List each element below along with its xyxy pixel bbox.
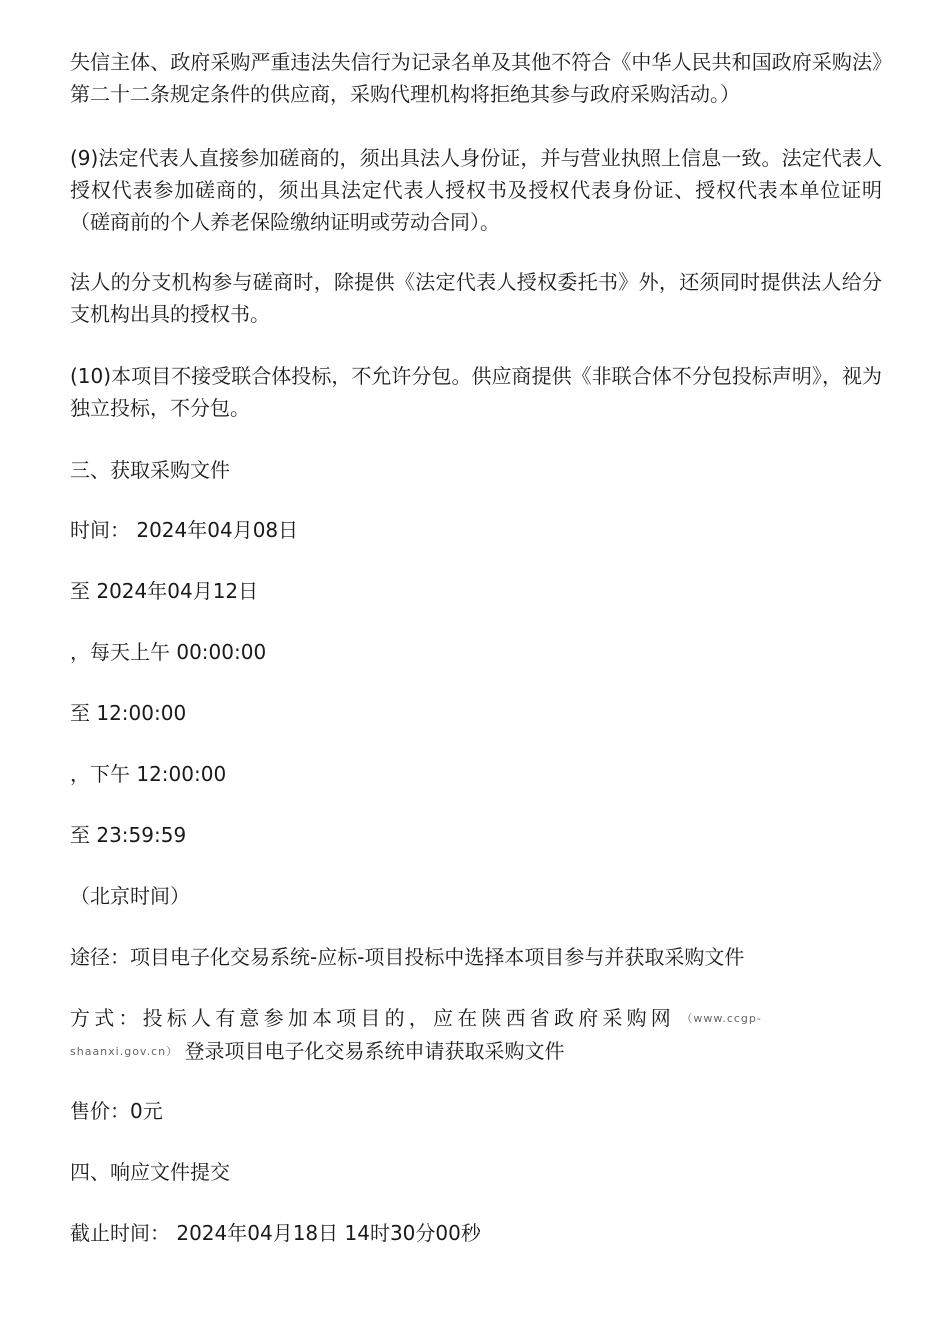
method-url-part-a: （www.ccgp- [681, 1012, 762, 1025]
method-url-part-b: shaanxi.gov.cn） [70, 1045, 179, 1058]
paragraph-no-consortium: (10)本项目不接受联合体投标，不允许分包。供应商提供《非联合体不分包投标声明》，视为独立投标，不分包。 [70, 364, 882, 420]
start-date: 2024年04月08日 [136, 518, 299, 542]
section-heading-submit-response: 四、响应文件提交 [70, 1160, 230, 1184]
paragraph-disqualification: 失信主体、政府采购严重违法失信行为记录名单及其他不符合《中华人民共和国政府采购法》第二十二条规定条件的供应商，采购代理机构将拒绝其参与政府采购活动。） [70, 50, 882, 106]
deadline-label: 截止时间： [70, 1221, 170, 1245]
timezone-note: （北京时间） [70, 884, 190, 908]
time-end-line: 至 2024年04月12日 [70, 579, 259, 603]
paragraph-branch-authorization: 法人的分支机构参与磋商时，除提供《法定代表人授权委托书》外，还须同时提供法人给分支机构出具的授权书。 [70, 270, 882, 326]
morning-end-line: 至 12:00:00 [70, 701, 187, 725]
afternoon-start-line: ，下午 12:00:00 [70, 762, 227, 786]
time-start-line [70, 514, 882, 546]
morning-start-line: ，每天上午 00:00:00 [70, 640, 267, 664]
method-prefix: 方式：投标人有意参加本项目的，应在陕西省政府采购网 [70, 1006, 675, 1030]
deadline-line [70, 1217, 882, 1249]
section-heading-obtain-documents: 三、获取采购文件 [70, 458, 230, 482]
time-label: 时间： [70, 518, 130, 542]
method-paragraph [70, 1002, 882, 1068]
deadline-value: 2024年04月18日 14时30分00秒 [176, 1221, 481, 1245]
price-line: 售价：0元 [70, 1099, 163, 1123]
afternoon-end-line: 至 23:59:59 [70, 823, 187, 847]
method-suffix: 登录项目电子化交易系统申请获取采购文件 [184, 1039, 565, 1063]
route-line: 途径：项目电子化交易系统-应标-项目投标中选择本项目参与并获取采购文件 [70, 945, 745, 969]
paragraph-legal-representative: (9)法定代表人直接参加磋商的，须出具法人身份证，并与营业执照上信息一致。法定代表人授权代表参加磋商的，须出具法定代表人授权书及授权代表身份证、授权代表本单位证明（磋商前的个人养老保险缴纳证明或劳动合同）。 [70, 146, 882, 234]
